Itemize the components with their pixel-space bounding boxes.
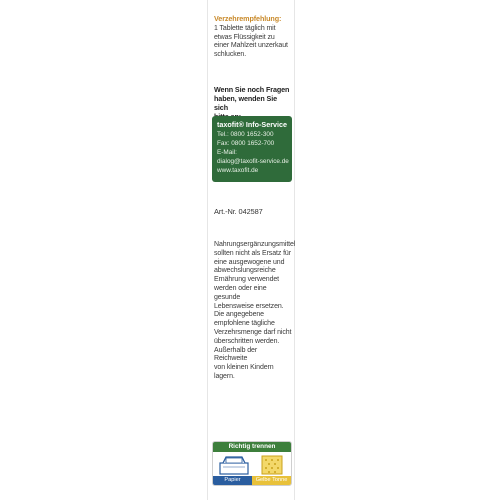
website: www.taxofit.de xyxy=(217,167,259,174)
questions-text: Wenn Sie noch Fragen haben, wenden Sie sich xyxy=(214,85,290,112)
info-service-box xyxy=(212,116,292,182)
info-service-contacts xyxy=(217,130,293,175)
article-number: Art.-Nr. 042587 xyxy=(214,207,263,216)
usage-heading: Verzehrempfehlung: xyxy=(214,14,282,23)
paper-bin-icon xyxy=(217,454,251,476)
yellow-bin-label: Gelbe Tonne xyxy=(252,476,291,485)
phone-line: Tel.: 0800 1652-300 xyxy=(217,131,274,138)
legal-notice: Nahrungsergänzungsmittel sollten nicht als Ersatz für eine ausgewogene und abwechslungsreiche Ernährung verwendet werden oder eine gesunde Lebensweise ersetzen. Die angegebene empfohlene tägliche Verzehrsmenge darf nicht überschritten werden. Außerhalb der Reichweite von kleinen Kindern lagern. xyxy=(214,241,296,380)
yellow-bin-icon xyxy=(257,454,287,476)
email-address: dialog@taxofit-service.de xyxy=(217,158,289,165)
fax-line: Fax: 0800 1652-700 xyxy=(217,140,275,147)
usage-instructions: 1 Tablette täglich mit etwas Flüssigkeit zu einer Mahlzeit unzerkaut schlucken. xyxy=(214,25,288,58)
email-label: E-Mail: xyxy=(217,149,237,156)
packaging-side-panel xyxy=(207,0,295,500)
recycling-badge xyxy=(212,441,292,486)
info-service-title: taxofit® Info-Service xyxy=(217,120,287,129)
recycling-heading: Richtig trennen xyxy=(213,442,291,452)
paper-label: Papier xyxy=(213,476,252,485)
